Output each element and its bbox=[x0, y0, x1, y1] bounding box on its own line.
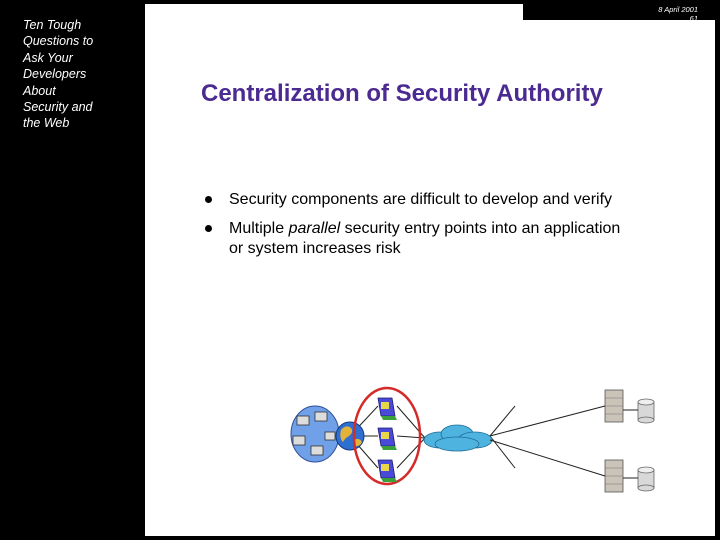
date-strip bbox=[523, 0, 720, 23]
bullet-emphasis: parallel bbox=[288, 220, 341, 237]
bullet-text: Security components are difficult to develop and verify bbox=[229, 191, 613, 208]
file-server-icon bbox=[605, 390, 623, 422]
slide-canvas bbox=[145, 4, 715, 536]
database-icon bbox=[638, 467, 654, 491]
slide-date: 8 April 2001 bbox=[658, 5, 698, 14]
file-server-icon bbox=[605, 460, 623, 492]
bullet-text-continued: security entry points into an application or system increases risk bbox=[229, 220, 621, 257]
database-icon bbox=[638, 399, 654, 423]
network-users-icon bbox=[291, 406, 339, 462]
bullet-item bbox=[203, 190, 623, 210]
date-label bbox=[658, 5, 698, 23]
bullet-dot-icon bbox=[205, 225, 212, 232]
sidebar bbox=[0, 0, 145, 540]
slide-title: Centralization of Security Authority bbox=[201, 80, 603, 107]
slide-page-number: 61 bbox=[689, 14, 698, 23]
bullet-text: Multiple bbox=[229, 220, 289, 237]
bullet-item bbox=[203, 219, 623, 259]
presentation-title: Ten Tough Questions to Ask Your Developers About Security and the Web bbox=[23, 18, 94, 131]
server-icon bbox=[378, 428, 397, 450]
cloud-icon bbox=[424, 425, 492, 451]
bullet-list bbox=[203, 190, 623, 268]
architecture-diagram bbox=[285, 350, 685, 510]
server-icon bbox=[378, 460, 397, 482]
globe-icon bbox=[336, 422, 364, 450]
server-icon bbox=[378, 398, 397, 420]
bullet-dot-icon bbox=[205, 196, 212, 203]
